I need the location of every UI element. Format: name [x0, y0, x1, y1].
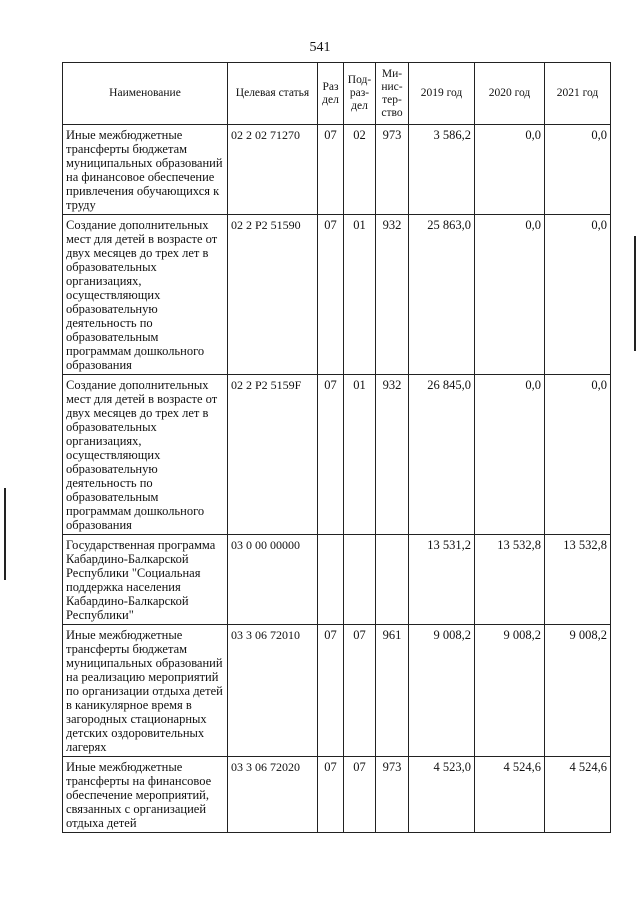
row-target-article: 03 3 06 72020	[228, 757, 318, 833]
row-2021: 0,0	[545, 125, 611, 215]
table-row	[63, 757, 611, 833]
row-target-article: 02 2 P2 51590	[228, 215, 318, 375]
row-target-article: 03 0 00 00000	[228, 535, 318, 625]
table-row	[63, 125, 611, 215]
row-subsection: 07	[344, 625, 376, 757]
row-subsection: 02	[344, 125, 376, 215]
row-2019: 4 523,0	[409, 757, 475, 833]
row-section: 07	[318, 625, 344, 757]
header-ministry: Ми-нис-тер-ство	[376, 63, 409, 125]
scan-margin-mark-right	[634, 236, 636, 351]
row-2020: 0,0	[475, 375, 545, 535]
row-target-article: 02 2 02 71270	[228, 125, 318, 215]
row-subsection	[344, 535, 376, 625]
row-name: Иные межбюджетные трансферты бюджетам муниципальных образований на финансовое обеспечение привлечения обучающихся к труду	[63, 125, 228, 215]
row-2020: 4 524,6	[475, 757, 545, 833]
row-subsection: 01	[344, 375, 376, 535]
row-2019: 3 586,2	[409, 125, 475, 215]
header-2019: 2019 год	[409, 63, 475, 125]
row-2021: 13 532,8	[545, 535, 611, 625]
scan-margin-mark-left	[4, 488, 6, 580]
page-number: 541	[309, 40, 331, 55]
header-target-article: Целевая статья	[228, 63, 318, 125]
row-section	[318, 535, 344, 625]
row-2021: 4 524,6	[545, 757, 611, 833]
table-row	[63, 535, 611, 625]
row-2020: 0,0	[475, 125, 545, 215]
row-2021: 0,0	[545, 215, 611, 375]
header-name: Наименование	[63, 63, 228, 125]
row-2020: 0,0	[475, 215, 545, 375]
row-section: 07	[318, 375, 344, 535]
row-section: 07	[318, 757, 344, 833]
table-row	[63, 375, 611, 535]
budget-table	[62, 62, 611, 833]
row-ministry: 961	[376, 625, 409, 757]
row-target-article: 03 3 06 72010	[228, 625, 318, 757]
row-name: Иные межбюджетные трансферты на финансовое обеспечение мероприятий, связанных с организацией отдыха детей	[63, 757, 228, 833]
table-row	[63, 215, 611, 375]
row-2020: 13 532,8	[475, 535, 545, 625]
row-target-article: 02 2 P2 5159F	[228, 375, 318, 535]
row-name: Создание дополнительных мест для детей в возрасте от двух месяцев до трех лет в образовательных организациях, осуществляющих образовательную деятельность по образовательным программам дошкольного образования	[63, 215, 228, 375]
header-2021: 2021 год	[545, 63, 611, 125]
row-section: 07	[318, 125, 344, 215]
row-2021: 9 008,2	[545, 625, 611, 757]
row-2019: 9 008,2	[409, 625, 475, 757]
row-ministry: 932	[376, 375, 409, 535]
row-name: Создание дополнительных мест для детей в возрасте от двух месяцев до трех лет в образовательных организациях, осуществляющих образовательную деятельность по образовательным программам дошкольного образования	[63, 375, 228, 535]
row-subsection: 01	[344, 215, 376, 375]
table-row	[63, 625, 611, 757]
row-name: Государственная программа Кабардино-Балкарской Республики "Социальная поддержка населения Кабардино-Балкарской Республики"	[63, 535, 228, 625]
row-ministry: 973	[376, 125, 409, 215]
row-2020: 9 008,2	[475, 625, 545, 757]
row-subsection: 07	[344, 757, 376, 833]
row-2019: 25 863,0	[409, 215, 475, 375]
row-ministry: 973	[376, 757, 409, 833]
header-row	[63, 63, 611, 125]
row-2021: 0,0	[545, 375, 611, 535]
row-2019: 26 845,0	[409, 375, 475, 535]
header-subsection: Под-раз-дел	[344, 63, 376, 125]
row-2019: 13 531,2	[409, 535, 475, 625]
row-ministry	[376, 535, 409, 625]
header-section: Раз дел	[318, 63, 344, 125]
row-name: Иные межбюджетные трансферты бюджетам муниципальных образований на реализацию мероприятий по организации отдыха детей в каникулярное время в загородных стационарных детских оздоровительных лагерях	[63, 625, 228, 757]
row-ministry: 932	[376, 215, 409, 375]
header-2020: 2020 год	[475, 63, 545, 125]
row-section: 07	[318, 215, 344, 375]
